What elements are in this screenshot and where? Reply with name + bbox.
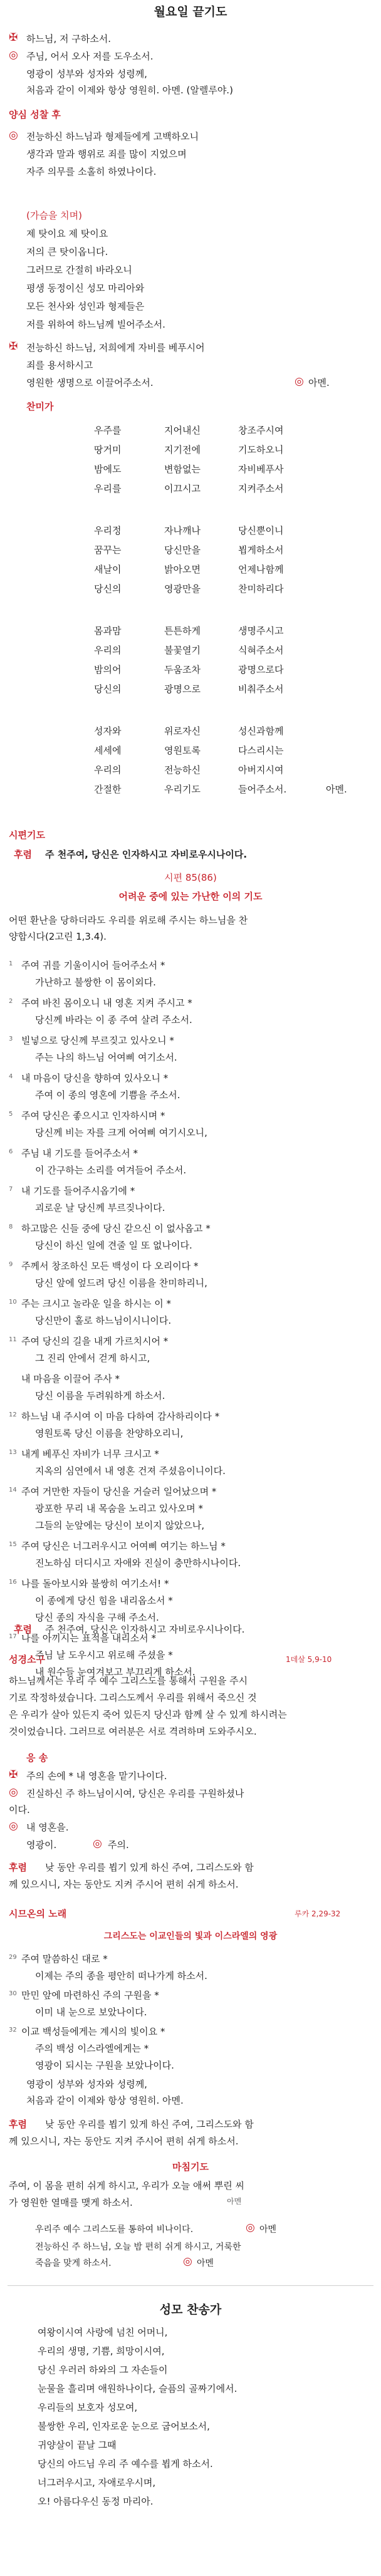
exam-line: 생각과 말과 행위로 죄를 많이 지었으며 <box>26 148 187 160</box>
psalm-line: 주님 내 기도를 들어주소서 * <box>21 1148 138 1159</box>
psalm-line: 나를 돌아보시와 불쌍히 여기소서! * <box>21 1578 169 1589</box>
response-icon: ◎ <box>93 1837 102 1850</box>
psalmody-heading: 시편기도 <box>9 829 45 841</box>
hymn-word: 이끄시고 <box>164 483 201 494</box>
hymn-word: 세세에 <box>94 745 122 756</box>
marian-line: 불쌍한 우리, 인자로운 눈으로 굽어보소서, <box>38 2421 210 2432</box>
hymn-word: 당신의 <box>94 583 122 595</box>
hymn-word: 다스리시는 <box>238 745 284 756</box>
hymn-word: 광명으로 <box>164 683 201 695</box>
verse-number: 1 <box>9 960 13 967</box>
blessing-2-amen: 아멘 <box>197 2258 214 2268</box>
verse-number: 12 <box>9 1411 17 1418</box>
psalm-line: 당신 앞에 엎드려 당신 이름을 찬미하리니, <box>35 1277 207 1289</box>
opening-versicle: 하느님, 저 구하소서. <box>26 33 111 44</box>
closing-amen: 아멘 <box>227 2197 242 2206</box>
absolution-amen: 아멘. <box>308 377 330 388</box>
psalm-line: 주님 날 도우시고 위로해 주셨을 * <box>35 1649 173 1661</box>
canticle-reference: 루카 2,29-32 <box>295 1909 341 1918</box>
hymn-word: 창조주시여 <box>238 425 284 436</box>
hymn-word: 전능하신 <box>164 764 201 776</box>
psalm-line: 당신이 하신 일에 견줄 일 또 없나이다. <box>35 1240 192 1251</box>
hymn-word: 지켜주소서 <box>238 483 284 494</box>
hymn-word: 뵙게하소서 <box>238 544 284 556</box>
psalm-line: 주여 귀를 기울이시어 들어주소서 * <box>21 960 165 971</box>
canticle-gloria-1: 영광이 성부와 성자와 성령께, <box>26 2079 147 2090</box>
psalm-line: 그 진리 안에서 걷게 하시고, <box>35 1353 150 1364</box>
page-title: 월요일 끝기도 <box>154 5 227 19</box>
psalm-line: 나를 아끼시는 표적을 내리소서 * <box>21 1633 156 1644</box>
marian-line: 당신 우러러 하와의 그 자손들이 <box>38 2364 168 2376</box>
hymn-word: 밝아오면 <box>164 564 201 575</box>
hymn-word: 들어주소서. <box>238 784 287 795</box>
antiphon-line-1: 낮 동안 우리를 뵙기 있게 하신 주여, 그리스도와 함 <box>45 2119 254 2130</box>
canticle-line: 만민 앞에 마련하신 주의 구원을 * <box>21 1990 159 2001</box>
absolution-1: 전능하신 하느님, 저희에게 자비를 베푸시어 <box>26 342 205 353</box>
antiphon-line-2: 께 있으시니, 자는 동안도 지켜 주시어 편히 쉬게 하소서. <box>9 2136 239 2147</box>
responsory-4b: 주의. <box>108 1839 129 1851</box>
reading-line: 것이었습니다. 그러므로 여러분은 서로 격려하며 도와주시오. <box>9 1726 257 1737</box>
blessing-2b: 죽음을 맞게 하소서. <box>35 2258 112 2268</box>
responsory-heading: 응 송 <box>26 1752 48 1763</box>
hymn-word: 우리정 <box>94 525 122 536</box>
hymn-word: 성신과함께 <box>238 725 284 737</box>
psalm-line: 당신 종의 자식을 구해 주소서. <box>35 1612 159 1623</box>
psalm-line: 내 마음이 당신을 향하여 있사오니 * <box>21 1072 169 1084</box>
verse-number: 17 <box>9 1633 17 1640</box>
psalm-intro-1: 어떤 환난을 당하더라도 우리를 위로해 주시는 하느님을 찬 <box>9 915 248 926</box>
hymn-word: 찬미하리다 <box>238 583 284 595</box>
psalm-number: 시편 85(86) <box>164 872 217 883</box>
hymn-word: 식혀주소서 <box>238 645 284 656</box>
cross-icon: ✠ <box>9 340 18 353</box>
exam-line: 제 탓이요 제 탓이요 <box>26 228 108 239</box>
psalm-line: 주여 당신의 길을 내게 가르치시어 * <box>21 1336 169 1347</box>
verse-number: 11 <box>9 1336 17 1343</box>
hymn-word: 광명으로다 <box>238 664 284 675</box>
verse-number: 6 <box>9 1148 13 1155</box>
hymn-word: 땅거미 <box>94 444 122 455</box>
hymn-word: 우리기도 <box>164 784 201 795</box>
verse-number: 13 <box>9 1449 17 1456</box>
opening-gloria-2: 처음과 같이 이제와 항상 영원히. 아멘. (알렐루야.) <box>26 85 233 96</box>
hymn-word: 언제나함께 <box>238 564 284 575</box>
psalm-line: 괴로운 날 당신께 부르짖나이다. <box>35 1202 165 1213</box>
reading-line: 기로 작정하셨습니다. 그리스도께서 우리를 위해서 죽으신 것 <box>9 1692 257 1703</box>
exam-line: 저의 큰 탓이옵니다. <box>26 246 108 257</box>
closing-heading: 마침기도 <box>172 2161 209 2173</box>
antiphon-text: 주 천주여, 당신은 인자하시고 자비로우시나이다. <box>45 849 248 860</box>
blessing-1: 우리주 예수 그리스도를 통하여 비나이다. <box>35 2225 194 2235</box>
exam-line: 저를 위하여 하느님께 빌어주소서. <box>26 319 165 330</box>
reading-line: 하느님께서는 우리 주 예수 그리스도를 통해서 구원을 주시 <box>9 1675 248 1686</box>
psalm-line: 당신께 비는 자를 크게 어여삐 여기시오니, <box>35 1127 207 1138</box>
hymn-word: 영원토록 <box>164 745 201 756</box>
hymn-word: 우리를 <box>94 483 122 494</box>
psalm-line: 빌넣으로 당신께 부르짖고 있사오니 * <box>21 1035 174 1046</box>
marian-line: 눈물을 흘리며 애원하나이다, 슬픔의 골짜기에서. <box>38 2383 237 2394</box>
marian-line: 너그러우시고, 자애로우시며, <box>38 2477 156 2488</box>
psalm-line: 광포한 무리 내 목숨을 노리고 있사오며 * <box>35 1503 203 1514</box>
absolution-3: 영원한 생명으로 이끌어주소서. <box>26 377 154 388</box>
psalm-line: 가난하고 불쌍한 이 몸이외다. <box>35 977 156 988</box>
psalm-line: 주는 크시고 놀라운 일을 하시는 이 * <box>21 1298 171 1309</box>
antiphon-label: 후렴 <box>14 849 32 860</box>
divider <box>8 2285 373 2286</box>
canticle-gloria-2: 처음과 같이 이제와 항상 영원히. 아멘. <box>26 2095 184 2106</box>
opening-gloria-1: 영광이 성부와 성자와 성령께, <box>26 68 147 80</box>
antiphon-text: 주 천주여, 당신은 인자하시고 자비로우시나이다. <box>45 1624 245 1635</box>
opening-response: 주님, 어서 오사 저를 도우소서. <box>26 51 154 62</box>
psalm-line: 주여 당신은 좋으시고 인자하시며 * <box>21 1110 165 1121</box>
canticle-line: 이제는 주의 종을 평안히 떠나가게 하소서. <box>35 1970 207 1981</box>
psalm-line: 주여 이 종의 영혼에 기쁨을 주소서. <box>35 1089 180 1101</box>
hymn-word: 성자와 <box>94 725 122 737</box>
responsory-3: 내 영혼을. <box>26 1822 69 1833</box>
psalm-line: 진노하심 더디시고 자애와 진실이 충만하시나이다. <box>35 1557 241 1569</box>
responsory-2b: 이다. <box>9 1804 30 1815</box>
absolution-2: 죄를 용서하시고 <box>26 360 93 371</box>
exam-line: 자주 의무를 소홀히 하였나이다. <box>26 166 157 177</box>
canticle-subtitle: 그리스도는 이교인들의 빛과 이스라엘의 영광 <box>103 1931 278 1941</box>
psalm-line: 지옥의 심연에서 내 영혼 건져 주셨음이니이다. <box>35 1465 226 1477</box>
hymn-word: 자비베푸사 <box>238 464 284 475</box>
hymn-word: 지기전에 <box>164 444 201 455</box>
exam-line: 모든 천사와 성인과 형제들은 <box>26 301 145 312</box>
marian-title: 성모 찬송가 <box>159 2303 222 2317</box>
reading-reference: 1데살 5,9-10 <box>286 1655 332 1664</box>
verse-number: 10 <box>9 1299 17 1306</box>
hymn-word: 지어내신 <box>164 425 201 436</box>
hymn-word: 아멘. <box>326 784 347 795</box>
psalm-line: 당신 이름을 두려워하게 하소서. <box>35 1390 165 1401</box>
psalm-line: 영원토록 당신 이름을 찬양하오리니, <box>35 1428 184 1439</box>
response-icon: ◎ <box>246 2221 255 2234</box>
psalm-line: 이 종에게 당신 힘을 내리옵소서 * <box>35 1595 173 1606</box>
marian-line: 당신의 아드님 우리 주 예수를 뵙게 하소서. <box>38 2458 213 2470</box>
verse-number: 5 <box>9 1111 13 1118</box>
responsory-2: 진실하신 주 하느님이시여, 당신은 우리를 구원하셨나 <box>26 1788 244 1799</box>
response-icon: ◎ <box>9 1820 18 1832</box>
verse-number: 4 <box>9 1073 13 1080</box>
psalm-line: 당신만이 홀로 하느님이시니이다. <box>35 1315 172 1326</box>
cross-icon: ✠ <box>9 1768 18 1781</box>
verse-number: 30 <box>9 1990 17 1997</box>
cross-icon: ✠ <box>9 31 18 44</box>
psalm-line: 주여 당신은 너그러우시고 어여삐 여기는 하느님 * <box>21 1540 226 1552</box>
psalm-line: 주여 바친 몸이오니 내 영혼 지켜 주시고 * <box>21 997 192 1009</box>
hymn-word: 아버지시여 <box>238 764 284 776</box>
hymn-word: 기도하오니 <box>238 444 284 455</box>
canticle-heading: 시므온의 노래 <box>9 1908 67 1919</box>
psalm-line: 하고많은 신들 중에 당신 같으신 이 없사옵고 * <box>21 1223 211 1234</box>
hymn-word: 밤의어 <box>94 664 122 675</box>
hymn-word: 당신의 <box>94 683 122 695</box>
psalm-intro-2: 양합시다(2고린 1,3.4). <box>9 931 107 942</box>
psalm-line: 내 원수들 눈여겨보고 부끄리게 하소서. <box>35 1666 196 1678</box>
hymn-word: 꿈꾸는 <box>94 544 122 556</box>
psalm-title: 어려운 중에 있는 가난한 이의 기도 <box>118 891 263 902</box>
marian-line: 우리의 생명, 기쁨, 희망이시여, <box>38 2345 165 2357</box>
hymn-word: 불꽃열기 <box>164 645 201 656</box>
psalm-line: 내 마음을 이끌어 주사 * <box>21 1373 120 1384</box>
hymn-word: 튼튼하게 <box>164 625 201 636</box>
hymn-word: 몸과맘 <box>94 625 122 636</box>
response-icon: ◎ <box>9 1786 18 1799</box>
exam-line: 전능하신 하느님과 형제들에게 고백하오니 <box>26 131 199 142</box>
hymn-word: 생명주시고 <box>238 625 284 636</box>
hymn-heading: 찬미가 <box>26 401 54 412</box>
marian-line: 여왕이시여 사랑에 넘친 어머니, <box>38 2327 168 2338</box>
verse-number: 14 <box>9 1487 17 1493</box>
response-icon: ◎ <box>183 2255 192 2268</box>
blessing-2a: 전능하신 주 하느님, 오늘 밤 편히 쉬게 하시고, 거룩한 <box>35 2242 241 2252</box>
psalm-line: 주여 거만한 자들이 당신을 거슬러 일어났으며 * <box>21 1486 217 1497</box>
hymn-word: 우리의 <box>94 764 122 776</box>
hymn-word: 두움조차 <box>164 664 201 675</box>
closing-line-2: 가 영원한 열매를 맺게 하소서. <box>9 2197 133 2208</box>
exam-line: 그러므로 간절히 바라오니 <box>26 264 132 276</box>
psalm-line: 주께서 창조하신 모든 백성이 다 오리이다 * <box>21 1260 199 1272</box>
rubric-note: (가슴을 치며) <box>26 210 82 221</box>
hymn-word: 당신뿐이니 <box>238 525 284 536</box>
responsory-4a: 영광이. <box>26 1839 57 1851</box>
verse-number: 29 <box>9 1954 17 1961</box>
canticle-line: 이교 백성들에게는 계시의 빛이요 * <box>21 2026 165 2037</box>
hymn-word: 우리의 <box>94 645 122 656</box>
canticle-line: 주의 백성 이스라엘에게는 * <box>35 2043 149 2054</box>
response-icon: ◎ <box>9 49 18 61</box>
response-icon: ◎ <box>9 129 18 142</box>
verse-number: 32 <box>9 2027 17 2033</box>
verse-number: 7 <box>9 1186 13 1193</box>
psalm-line: 당신께 바라는 이 종 주여 살려 주소서. <box>35 1014 192 1026</box>
psalm-line: 내 기도를 들어주시옵기에 * <box>21 1185 135 1197</box>
closing-line-1: 주여, 이 몸을 편히 쉬게 하시고, 우리가 오늘 애써 뿌린 씨 <box>9 2180 244 2191</box>
verse-number: 2 <box>9 998 13 1005</box>
response-icon: ◎ <box>295 375 304 388</box>
marian-line: 오! 아름다우신 동정 마리아. <box>38 2496 154 2507</box>
antiphon-label: 후렴 <box>9 1862 27 1873</box>
antiphon-label: 후렴 <box>9 2119 27 2130</box>
hymn-word: 우주를 <box>94 425 122 436</box>
psalm-line: 그들의 눈앞에는 당신이 보이지 않았으나, <box>35 1520 205 1531</box>
verse-number: 9 <box>9 1261 13 1268</box>
responsory-1: 주의 손에 * 내 영혼을 맡기나이다. <box>26 1770 167 1782</box>
hymn-word: 자나깨나 <box>164 525 201 536</box>
hymn-word: 영광만을 <box>164 583 201 595</box>
hymn-word: 변함없는 <box>164 464 201 475</box>
canticle-line: 이미 내 눈으로 보았나이다. <box>35 2007 147 2018</box>
hymn-word: 비춰주소서 <box>238 683 284 695</box>
psalm-line: 주는 나의 하느님 어여삐 여기소서. <box>35 1052 177 1063</box>
marian-line: 우리들의 보호자 성모여, <box>38 2402 138 2413</box>
canticle-line: 주여 말씀하신 대로 * <box>21 1953 108 1965</box>
antiphon-label: 후렴 <box>14 1624 32 1635</box>
psalm-line: 이 간구하는 소리를 여겨들어 주소서. <box>35 1165 187 1176</box>
antiphon-line-1: 낮 동안 우리를 뵙기 있게 하신 주여, 그리스도와 함 <box>45 1862 254 1873</box>
verse-number: 3 <box>9 1036 13 1042</box>
blessing-1-amen: 아멘 <box>259 2225 277 2235</box>
hymn-word: 위로자신 <box>164 725 201 737</box>
hymn-word: 새날이 <box>94 564 122 575</box>
verse-number: 8 <box>9 1223 13 1230</box>
psalm-line: 내게 베푸신 자비가 너무 크시고 * <box>21 1448 159 1460</box>
hymn-word: 간절한 <box>94 784 122 795</box>
exam-heading: 양심 성찰 후 <box>9 109 61 120</box>
exam-line: 평생 동정이신 성모 마리아와 <box>26 283 145 294</box>
marian-line: 귀양살이 끝날 그때 <box>38 2439 117 2451</box>
reading-heading: 성경소구 <box>9 1654 45 1665</box>
antiphon-line-2: 께 있으시니, 자는 동안도 지켜 주시어 편히 쉬게 하소서. <box>9 1879 239 1890</box>
hymn-word: 밤에도 <box>94 464 122 475</box>
reading-line: 은 우리가 살아 있든지 죽어 있든지 당신과 함께 살 수 있게 하시려는 <box>9 1709 287 1720</box>
psalm-line: 하느님 내 주시여 이 마음 다하여 감사하리이다 * <box>21 1411 220 1422</box>
verse-number: 16 <box>9 1579 17 1586</box>
canticle-line: 영광이 되시는 구원을 보았나이다. <box>35 2060 174 2071</box>
hymn-word: 당신만을 <box>164 544 201 556</box>
verse-number: 15 <box>9 1541 17 1548</box>
